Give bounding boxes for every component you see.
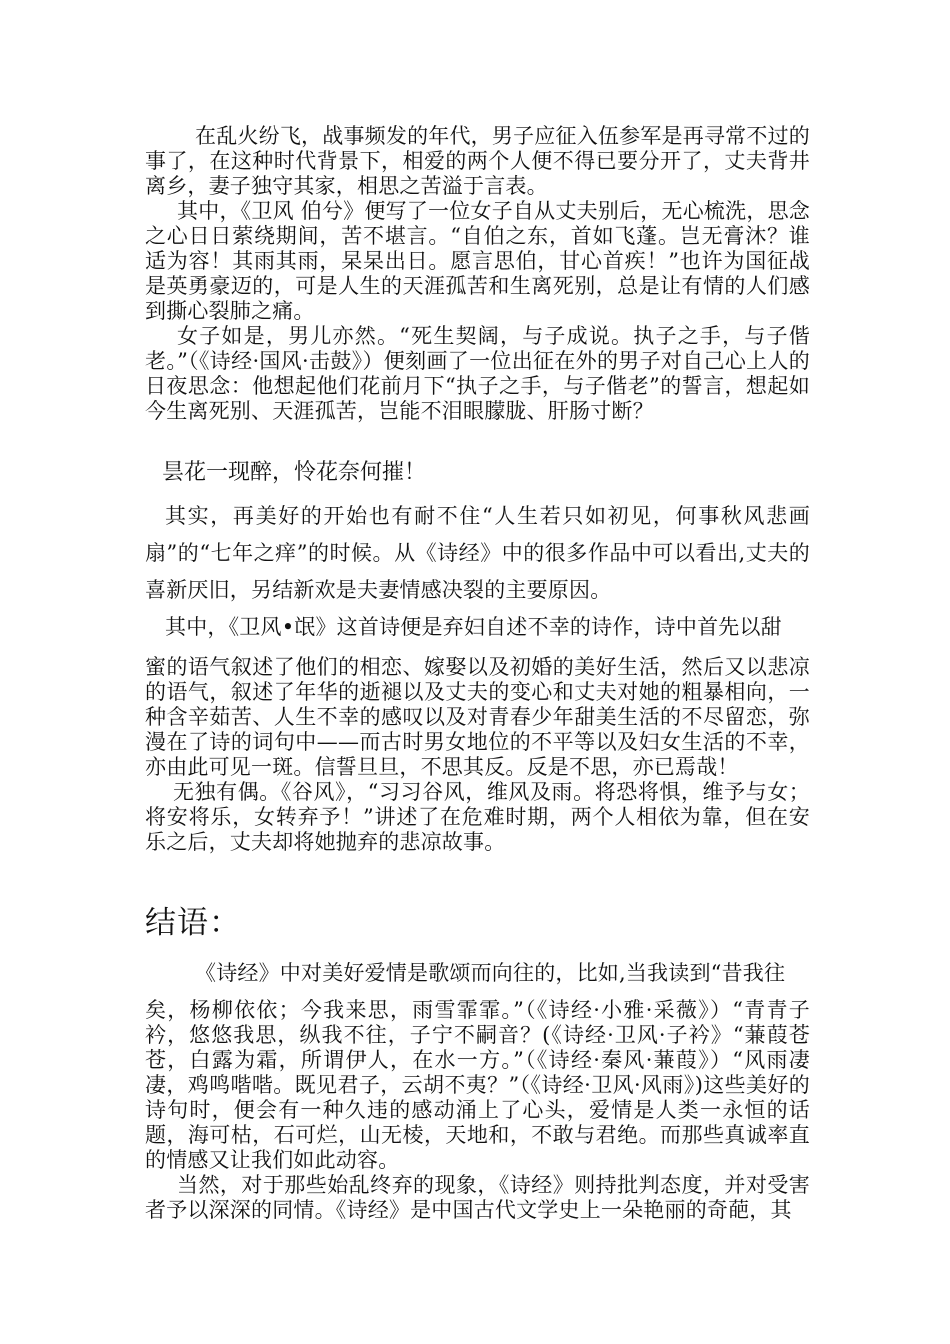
section-conclusion-body — [145, 998, 810, 1223]
paragraph: 《诗经》中对美好爱情是歌颂而向往的，比如,当我读到“昔我往 — [195, 961, 786, 985]
section-war-separation — [145, 124, 810, 424]
section-conclusion-first-line — [145, 961, 810, 986]
paragraph: 当然，对于那些始乱终弃的现象，《诗经》则持批判态度，并对受害者予以深深的同情。《诗经》是中国古代文学史上一朵艳丽的奇葩，其 — [145, 1173, 810, 1222]
paragraph: 无独有偶。《谷风》，“习习谷风，维风及雨。将恐将惧，维予与女；将安将乐，女转弃予！”讲述了在危难时期，两个人相依为靠，但在安乐之后，丈夫却将她抛弃的悲凉故事。 — [145, 780, 810, 854]
paragraph: 其中，《卫风•氓》这首诗便是弃妇自述不幸的诗作，诗中首先以甜 — [165, 615, 782, 639]
paragraph: 其中，《卫风 伯兮》便写了一位女子自从丈夫别后，无心梳洗，思念之心日日萦绕期间，苦不堪言。“自伯之东，首如飞蓬。岂无膏沐？谁适为容！其雨其雨，杲杲出日。愿言思伯，甘心首疾！”也许为国征战是英勇豪迈的，可是人生的天涯孤苦和生离死别，总是让有情的人们感到撕心裂肺之痛。 — [145, 199, 810, 323]
paragraph: 其实，再美好的开始也有耐不住“人生若只如初见，何事秋风悲画扇”的“七年之痒”的时候。从《诗经》中的很多作品中可以看出,丈夫的喜新厌旧，另结新欢是夫妻情感决裂的主要原因。 — [145, 504, 810, 602]
paragraph: 蜜的语气叙述了他们的相恋、嫁娶以及初婚的美好生活，然后又以悲凉的语气，叙述了年华的逝褪以及丈夫的变心和丈夫对她的粗暴相向，一种含辛茹苦、人生不幸的感叹以及对青春少年甜美生活的不尽留恋，弥漫在了诗的词句中——而古时男女地位的不平等以及妇女生活的不幸，亦由此可见一斑。信誓旦旦，不思其反。反是不思，亦已焉哉！ — [145, 655, 810, 779]
section-heading: 昙花一现醉，怜花奈何摧！ — [162, 460, 427, 485]
section-abandonment-intro — [145, 498, 810, 646]
paragraph: 在乱火纷飞，战事频发的年代，男子应征入伍参军是再寻常不过的事了，在这种时代背景下，相爱的两个人便不得已要分开了，丈夫背井离乡，妻子独守其家，相思之苦溢于言表。 — [145, 124, 810, 198]
section-abandonment-body — [145, 655, 810, 855]
conclusion-heading: 结语： — [145, 905, 241, 941]
paragraph: 矣，杨柳依依；今我来思，雨雪霏霏。”（《诗经·小雅·采薇》）“青青子衿，悠悠我思，纵我不往，子宁不嗣音？(《诗经·卫风·子衿》“蒹葭苍苍，白露为霜，所谓伊人，在水一方。”（《诗经·秦风·蒹葭》）“风雨凄凄，鸡鸣喈喈。既见君子，云胡不夷？”（《诗经·卫风·风雨》)这些美好的诗句时，便会有一种久违的感动涌上了心头，爱情是人类一永恒的话题，海可枯，石可烂，山无棱，天地和，不敢与君绝。而那些真诚率直的情感又让我们如此动容。 — [145, 998, 810, 1172]
paragraph: 女子如是，男儿亦然。“死生契阔，与子成说。执子之手，与子偕老。”（《诗经·国风·击鼓》）便刻画了一位出征在外的男子对自己心上人的日夜思念：他想起他们花前月下“执子之手，与子偕老”的誓言，想起如今生离死别、天涯孤苦，岂能不泪眼朦胧、肝肠寸断？ — [145, 324, 810, 423]
